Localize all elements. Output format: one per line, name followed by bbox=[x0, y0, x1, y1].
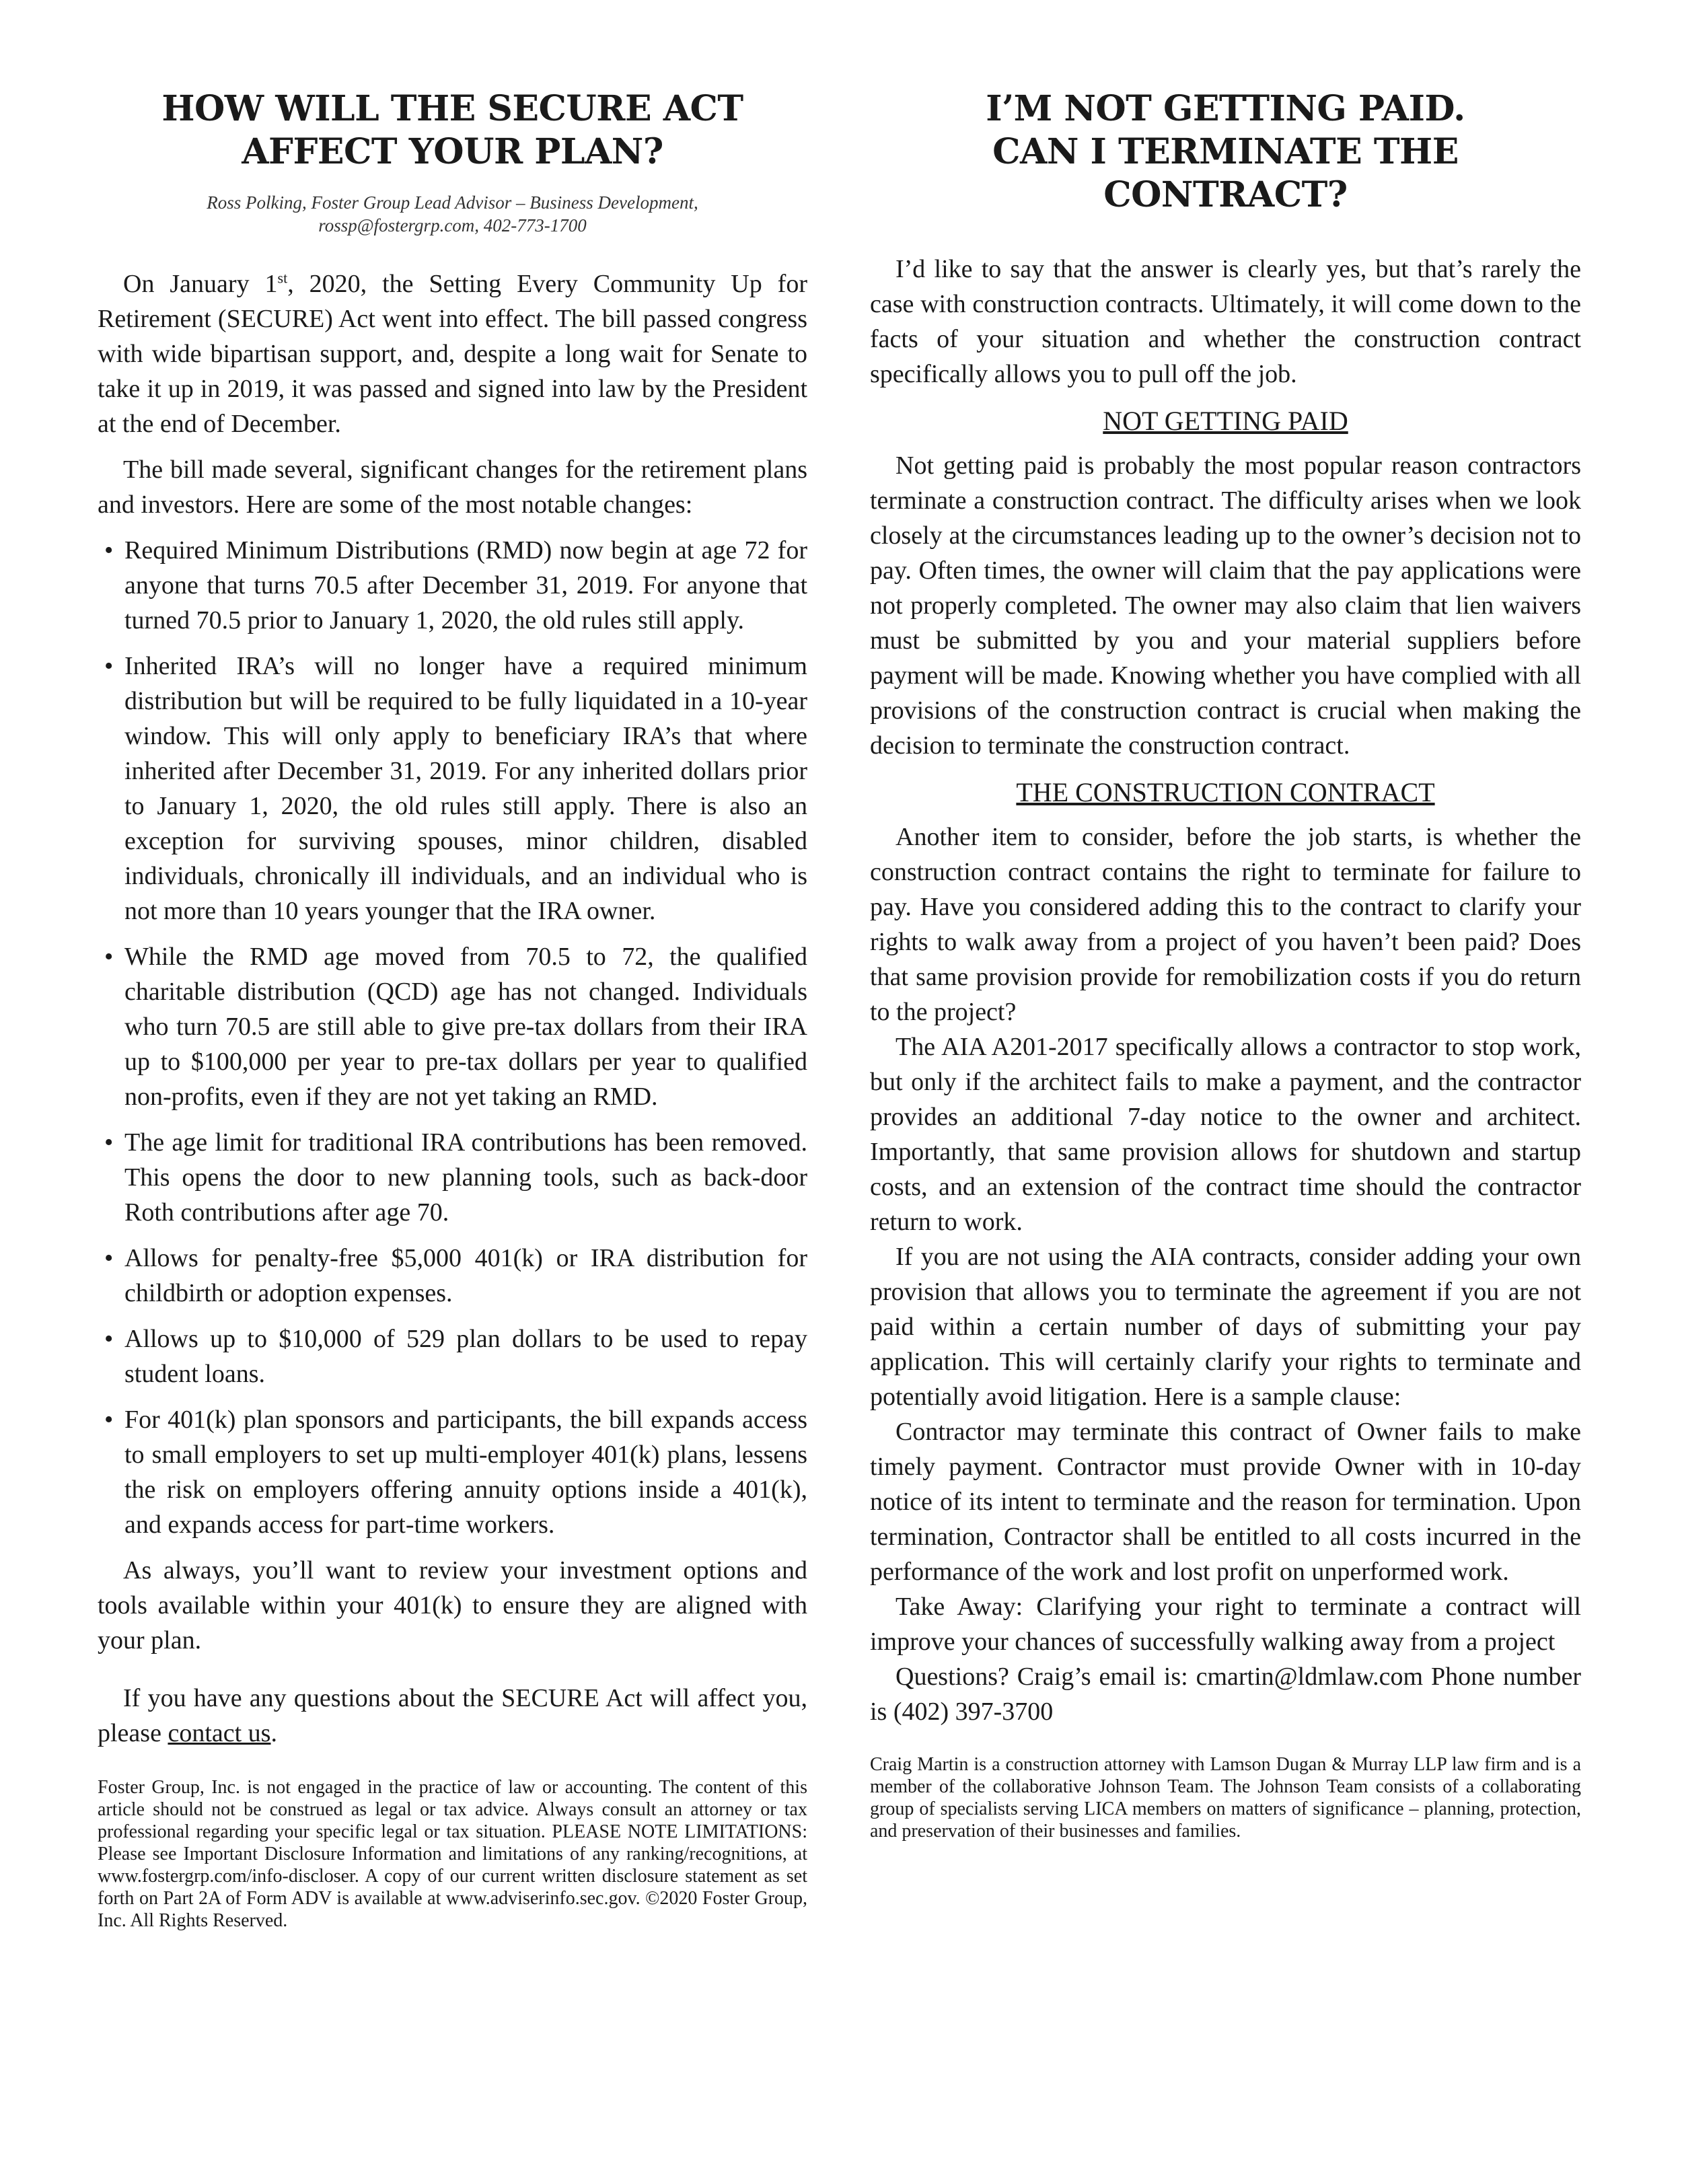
list-item: • Required Minimum Distributions (RMD) now begin at age 72 for anyone that turns 70.5 after December 31, 2019. For anyone that turned 70.5 prior to January 1, 2020, the old rules still apply. bbox=[104, 536, 807, 634]
byline-contact: rossp@fostergrp.com, 402-773-1700 bbox=[318, 215, 587, 235]
review-paragraph: As always, you’ll want to review your investment options and tools available within your 401(k) to ensure they are aligned with your plan. bbox=[98, 1556, 807, 1654]
list-item: • Allows up to $10,000 of 529 plan dollars to be used to repay student loans. bbox=[104, 1325, 807, 1388]
section-paragraph: Not getting paid is probably the most popular reason contractors terminate a construction contract. The difficulty arises when we look closely at the circumstances leading up to the owner’s decision not to pay. Often times, the owner will claim that the pay applications were not properly completed. The owner may also claim that lien waivers must be submitted by you and your material suppliers before payment will be made. Knowing whether you have complied with all provisions of the construction contract is crucial when making the decision to terminate the construction contract. bbox=[870, 451, 1581, 760]
changes-list bbox=[98, 533, 807, 1542]
article-terminate-contract bbox=[870, 87, 1581, 1842]
byline-author: Ross Polking, Foster Group Lead Advisor – Business Development, bbox=[207, 192, 698, 213]
section-title-not-getting-paid: NOT GETTING PAID bbox=[1103, 406, 1348, 436]
disclaimer: Foster Group, Inc. is not engaged in the practice of law or accounting. The content of this article should not be construed as legal or tax advice. Always consult an attorney or tax professional regarding your specific legal or tax situation. PLEASE NOTE LIMITATIONS: Please see Important Disclosure Information and limitations of any ranking/recognitions, at www.fostergrp.com/info-discloser. A copy of our current written disclosure statement as set forth on Part 2A of Form ADV is available at www.adviserinfo.sec.gov. ©2020 Foster Group, Inc. All Rights Reserved. bbox=[98, 1777, 807, 1931]
article-secure-act bbox=[98, 87, 807, 1932]
byline bbox=[98, 191, 807, 237]
sample-clause: Contractor may terminate this contract of Owner fails to make timely payment. Contractor must provide Owner with in 10-day notice of its intent to terminate and the reason for termination. Upon termination, Contractor shall be entitled to all costs incurred in the performance of the work and lost profit on unperformed work. bbox=[870, 1418, 1581, 1586]
headline-line-1: HOW WILL THE SECURE ACT bbox=[161, 88, 743, 129]
article-headline bbox=[98, 87, 807, 174]
contact-us-link[interactable]: contact us bbox=[168, 1719, 271, 1747]
contact-info: Questions? Craig’s email is: cmartin@ldmlaw.com Phone number is (402) 397-3700 bbox=[870, 1663, 1581, 1726]
list-item: • The age limit for traditional IRA contributions has been removed. This opens the door to new planning tools, such as back-door Roth contributions after age 70. bbox=[104, 1128, 807, 1227]
section-paragraph: The AIA A201-2017 specifically allows a contractor to stop work, but only if the architect fails to make a payment, and the contractor provides an additional 7-day notice to the owner and architect. Importantly, that same provision allows for shutdown and startup costs, and an extension of the contract time should the contractor return to work. bbox=[870, 1033, 1581, 1236]
section-title-construction-contract: THE CONSTRUCTION CONTRACT bbox=[1016, 777, 1435, 807]
intro-paragraph: I’d like to say that the answer is clearly yes, but that’s rarely the case with construction contracts. Ultimately, it will come down to the facts of your situation and whether the construction contract specifically allows you to pull off the job. bbox=[870, 255, 1581, 388]
ordinal-suffix: st bbox=[277, 269, 288, 287]
headline-line-1: I’M NOT GETTING PAID. bbox=[986, 88, 1465, 129]
section-paragraph: If you are not using the AIA contracts, consider adding your own provision that allows you to terminate the agreement if you are not paid within a certain number of days of submitting your pay application. This will certainly clarify your rights to terminate and potentially avoid litigation. Here is a sample clause: bbox=[870, 1243, 1581, 1411]
section-paragraph: Another item to consider, before the job starts, is whether the construction contract contains the right to terminate for failure to pay. Have you considered adding this to the contract to clarify your rights to walk away from a project of you haven’t been paid? Does that same provision provide for remobilization costs if you do return to the project? bbox=[870, 823, 1581, 1026]
headline-line-2: AFFECT YOUR PLAN? bbox=[242, 131, 663, 172]
author-note: Craig Martin is a construction attorney with Lamson Dugan & Murray LLP law firm and is a member of the collaborative Johnson Team. The Johnson Team consists of a collaborating group of specialists serving LICA members on matters of significance – planning, protection, and preservation of their businesses and families. bbox=[870, 1754, 1581, 1842]
list-item: • For 401(k) plan sponsors and participants, the bill expands access to small employers to set up multi-employer 401(k) plans, lessens the risk on employers offering annuity options inside a 401(k), and expands access for part-time workers. bbox=[104, 1406, 807, 1539]
changes-intro-paragraph: The bill made several, significant changes for the retirement plans and investors. Here are some of the most notable changes: bbox=[98, 456, 807, 519]
article-headline bbox=[870, 87, 1581, 217]
list-item: • While the RMD age moved from 70.5 to 72, the qualified charitable distribution (QCD) age has not changed. Individuals who turn 70.5 are still able to give pre-tax dollars from their IRA up to $100,000 per year to pre-tax dollars per year to qualified non-profits, even if they are not yet taking an RMD. bbox=[104, 943, 807, 1111]
intro-paragraph: On January 1st, 2020, the Setting Every Community Up for Retirement (SECURE) Act went into effect. The bill passed congress with wide bipartisan support, and, despite a long wait for Senate to take it up in 2019, it was passed and signed into law by the President at the end of December. bbox=[98, 269, 807, 438]
questions-paragraph: If you have any questions about the SECURE Act will affect you, please contact us. bbox=[98, 1684, 807, 1747]
headline-line-2: CAN I TERMINATE THE CONTRACT? bbox=[992, 131, 1459, 215]
list-item: • Allows for penalty-free $5,000 401(k) or IRA distribution for childbirth or adoption expenses. bbox=[104, 1244, 807, 1307]
list-item: • Inherited IRA’s will no longer have a required minimum distribution but will be required to be fully liquidated in a 10-year window. This will only apply to beneficiary IRA’s that where inherited after December 31, 2019. For any inherited dollars prior to January 1, 2020, the old rules still apply. There is also an exception for surviving spouses, minor children, disabled individuals, chronically ill individuals, and an individual who is not more than 10 years younger that the IRA owner. bbox=[104, 652, 807, 925]
take-away: Take Away: Clarifying your right to terminate a contract will improve your chances of successfully walking away from a project bbox=[870, 1593, 1581, 1656]
